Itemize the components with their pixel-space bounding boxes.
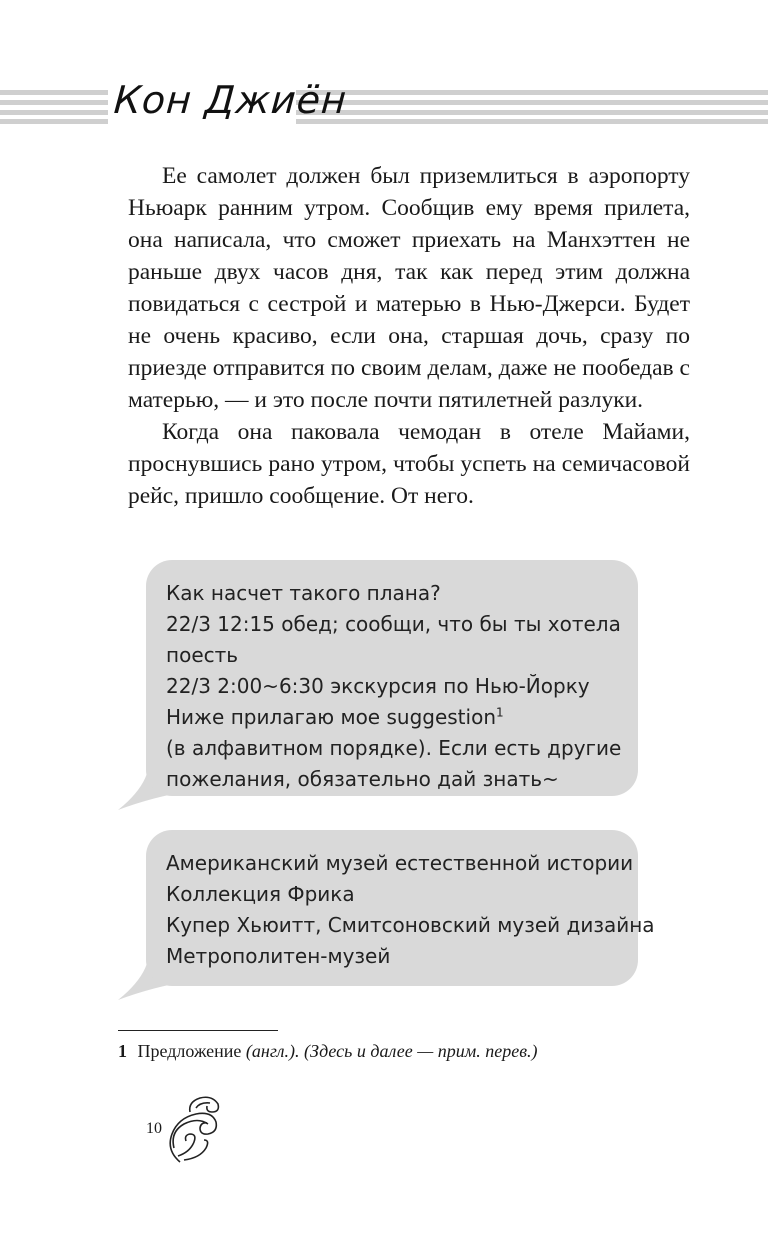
message-line: 22/3 12:15 обед; сообщи, что бы ты хотела (166, 612, 621, 636)
wave-ornament-icon (160, 1092, 224, 1164)
footnote-lang: (англ.). (245, 1041, 300, 1061)
footnote-number: 1 (118, 1041, 127, 1061)
message-line-with-footnote: Ниже прилагаю мое suggestion$^1$ (166, 705, 504, 729)
running-header-author: Кон Джиён (112, 78, 349, 122)
footnote-rule (118, 1030, 278, 1031)
message-bubble (118, 560, 638, 810)
footnote (118, 1038, 538, 1064)
body-text (128, 160, 690, 512)
message-bubble (118, 830, 655, 1000)
footnote-text: Предложение (137, 1041, 242, 1061)
header-stripes-left (0, 88, 108, 124)
message-line: Американский музей естественной истории (166, 851, 634, 875)
paragraph: Когда она паковала чемодан в отеле Майами, проснувшись рано утром, чтобы успеть на семичасовой рейс, пришло сообщение. От него. (128, 419, 690, 509)
message-line: Как насчет такого плана? (166, 581, 441, 605)
page-number: 10 (146, 1120, 162, 1137)
message-line: пожелания, обязательно дай знать~ (166, 767, 559, 791)
message-line: (в алфавитном порядке). Если есть другие (166, 736, 622, 760)
footnote-note: (Здесь и далее — прим. перев.) (303, 1041, 538, 1061)
message-text (166, 848, 655, 972)
message-line: 22/3 2:00~6:30 экскурсия по Нью-Йорку (166, 674, 590, 698)
message-line: Метрополитен-музей (166, 944, 391, 968)
paragraph: Ее самолет должен был приземлиться в аэропорту Ньюарк ранним утром. Сообщив ему время прилета, она написала, что сможет приехать на Манхэттен не раньше двух часов дня, так как перед этим должна повидаться с сестрой и матерью в Нью-Джерси. Будет не очень красиво, если она, старшая дочь, сразу по приезде отправится по своим делам, даже не пообедав с матерью, — и это после почти пятилетней разлуки. (128, 163, 690, 413)
footnote-marker: 1 (496, 705, 504, 720)
message-text (166, 578, 628, 795)
message-line: Купер Хьюитт, Смитсоновский музей дизайна (166, 913, 655, 937)
header-stripes-right (296, 88, 768, 124)
message-line: поесть (166, 643, 239, 667)
message-line: Коллекция Фрика (166, 882, 355, 906)
